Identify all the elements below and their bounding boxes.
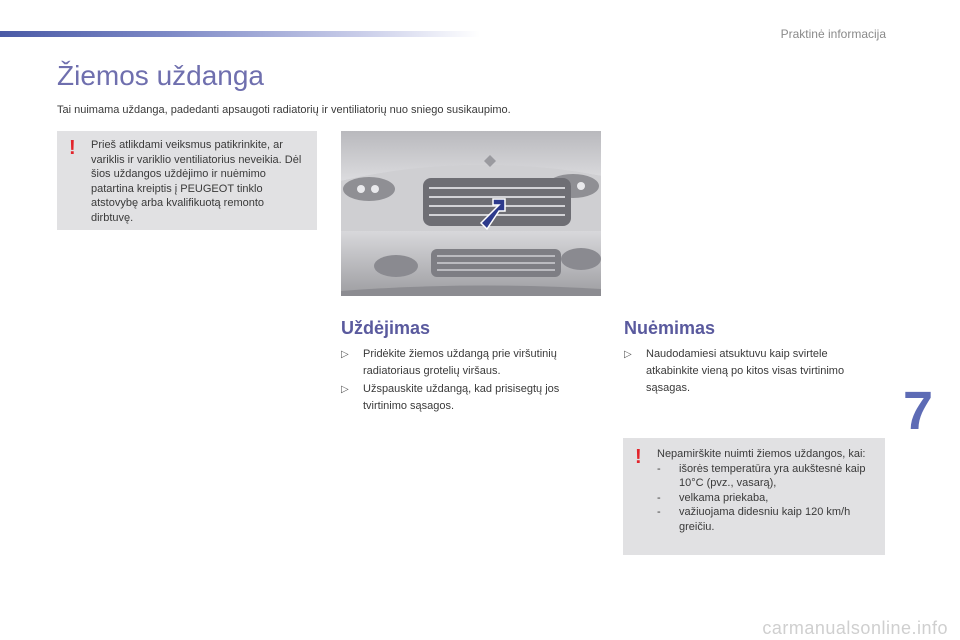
list-item (624, 346, 874, 397)
install-steps (341, 346, 591, 416)
warning-box-bottom (623, 438, 885, 555)
left-headlight (343, 177, 395, 201)
warning-exclamation-icon: ! (635, 446, 642, 468)
car-front-illustration (341, 131, 601, 296)
warning-list (657, 462, 877, 535)
right-fog-light (561, 248, 601, 270)
arrow-right-icon: ▷ (341, 384, 349, 395)
install-step-text: Pridėkite žiemos uždangą prie viršutinių radiatoriaus grotelių viršaus. (363, 348, 557, 377)
intro-text: Tai nuimama uždanga, padedanti apsaugoti radiatorių ir ventiliatorių nuo sniego susikaupimo. (57, 104, 511, 116)
warning-intro: Nepamirškite nuimti žiemos uždangos, kai: (657, 448, 866, 460)
list-item (341, 381, 591, 415)
warning-content (657, 447, 877, 535)
install-step-text: Užspauskite uždangą, kad prisisegtų jos tvirtinimo sąsagos. (363, 383, 560, 412)
watermark: carmanualsonline.info (762, 618, 948, 638)
list-item (341, 346, 591, 380)
chapter-number: 7 (903, 381, 934, 441)
left-fog-light (374, 255, 418, 277)
list-item: - išorės temperatūra yra aukštesnė kaip 10°C (pvz., vasarą), (657, 462, 877, 491)
removal-step-text: Naudodamiesi atsuktuvu kaip svirtele atkabinkite vieną po kitos visas tvirtinimo sąsagas. (646, 348, 845, 394)
warning-box-top (57, 131, 317, 230)
arrow-right-icon: ▷ (624, 349, 632, 360)
page-title: Žiemos uždanga (57, 60, 265, 91)
list-item: - važiuojama didesniu kaip 120 km/h greičiu. (657, 505, 877, 534)
install-heading: Uždėjimas (341, 318, 431, 338)
warning-text: Prieš atlikdami veiksmus patikrinkite, ar variklis ir variklio ventiliatorius neveikia. Dėl šios uždangos uždėjimo ir nuėmimo patartina kreiptis į PEUGEOT tinklo atstovybę arba kvalifikuotą remonto dirbtuvę. (91, 139, 302, 224)
arrow-right-icon: ▷ (341, 349, 349, 360)
warning-exclamation-icon: ! (69, 137, 76, 159)
header-gradient-bar (0, 31, 480, 37)
section-label: Praktinė informacija (780, 27, 886, 41)
removal-steps (624, 346, 874, 398)
grille-photo (341, 131, 601, 296)
removal-heading: Nuėmimas (624, 318, 716, 338)
list-item: - velkama priekaba, (657, 491, 877, 506)
